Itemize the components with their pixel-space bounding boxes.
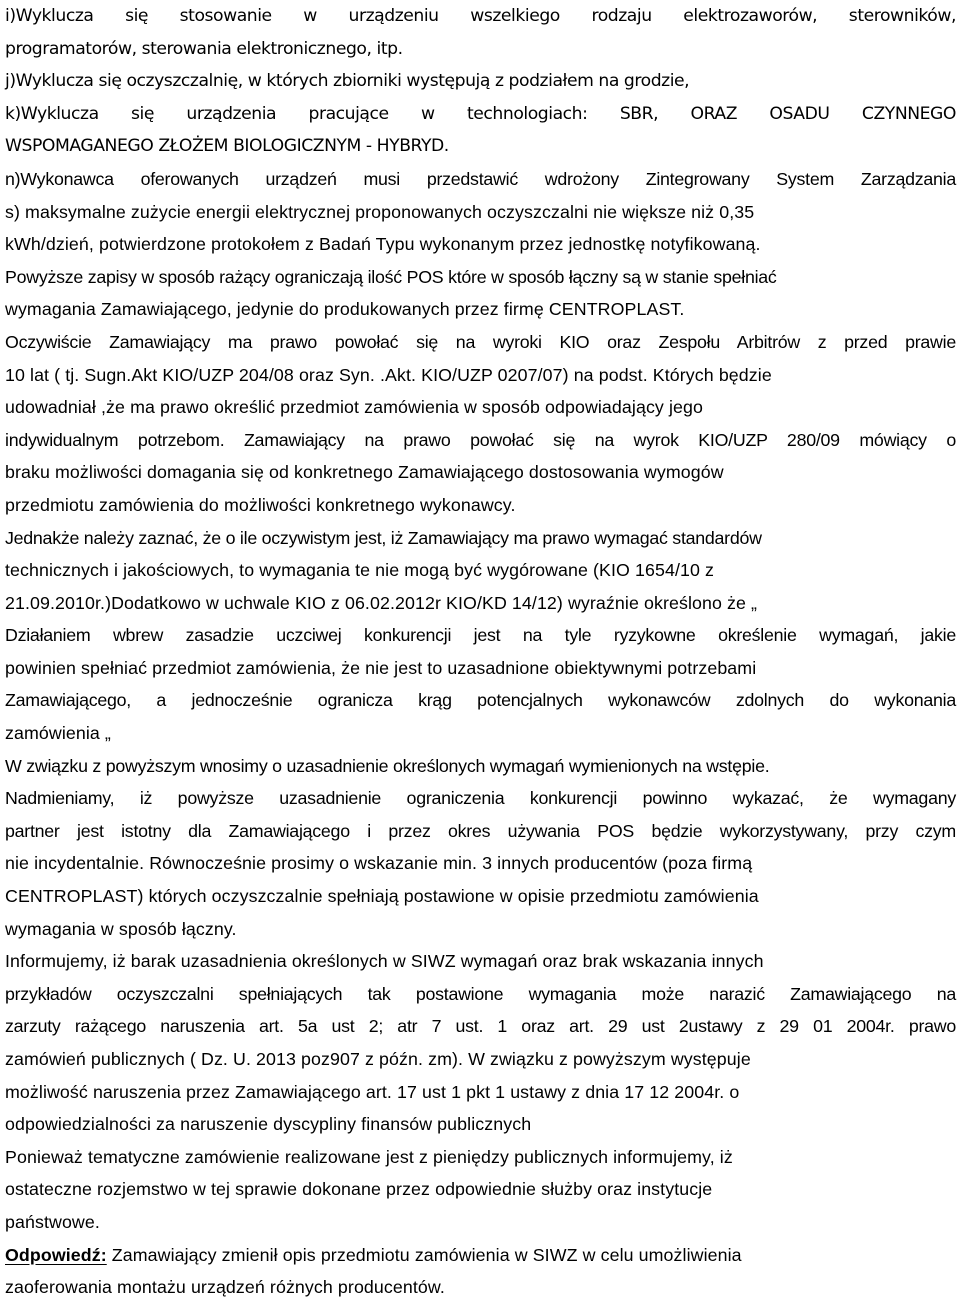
text-line: ostateczne rozjemstwo w tej sprawie dokonane przez odpowiednie służby oraz instytucje: [5, 1179, 713, 1200]
text-line: Działaniem wbrew zasadzie uczciwej konkurencji jest na tyle ryzykowne określenie wymagań, jakie: [5, 625, 956, 646]
text-line: braku możliwości domagania się od konkretnego Zamawiającego dostosowania wymogów: [5, 462, 724, 483]
text-line: przykładów oczyszczalni spełniających tak postawione wymagania może narazić Zamawiającego na: [5, 983, 956, 1004]
text-line: zarzuty rażącego naruszenia art. 5a ust 2; atr 7 ust. 1 oraz art. 29 ust 2ustawy z 29 01 2004r. prawo: [5, 1016, 956, 1037]
text-line: 10 lat ( tj. Sugn.Akt KIO/UZP 204/08 oraz Syn. .Akt. KIO/UZP 0207/07) na podst. Których będzie: [5, 364, 772, 385]
text-line: Ponieważ tematyczne zamówienie realizowane jest z pieniędzy publicznych informujemy, iż: [5, 1146, 733, 1167]
text-line: k)Wyklucza się urządzenia pracujące w technologiach: SBR, ORAZ OSADU CZYNNEGO: [5, 103, 956, 124]
text-line: technicznych i jakościowych, to wymagania te nie mogą być wygórowane (KIO 1654/10 z: [5, 560, 715, 581]
document-body: [5, 0, 956, 1239]
text-line: programatorów, sterowania elektronicznego, itp.: [5, 38, 403, 59]
text-line: udowadniał ,że ma prawo określić przedmiot zamówienia w sposób odpowiadający jego: [5, 397, 703, 418]
text-line: zamówienia „: [5, 723, 111, 744]
text-line: i)Wyklucza się stosowanie w urządzeniu wszelkiego rodzaju elektrozaworów, sterowników,: [5, 6, 956, 26]
text-line: powinien spełniać przedmiot zamówienia, że nie jest to uzasadnione obiektywnymi potrzebami: [5, 657, 757, 678]
text-line: W związku z powyższym wnosimy o uzasadnienie określonych wymagań wymienionych na wstępie.: [5, 755, 770, 776]
text-line: j)Wyklucza się oczyszczalnię, w których zbiorniki występują z podziałem na grodzie,: [5, 71, 690, 92]
text-line: przedmiotu zamówienia do możliwości konkretnego wykonawcy.: [5, 494, 516, 515]
answer-text: Zamawiający zmienił opis przedmiotu zamówienia w SIWZ w celu umożliwienia: [106, 1244, 742, 1265]
text-line: wymagania Zamawiającego, jedynie do produkowanych przez firmę CENTROPLAST.: [5, 299, 685, 320]
text-line: Nadmieniamy, iż powyższe uzasadnienie ograniczenia konkurencji powinno wykazać, że wymagany: [5, 788, 956, 809]
text-line: s) maksymalne zużycie energii elektrycznej proponowanych oczyszczalni nie większe niż 0,35: [5, 201, 755, 222]
text-line: CENTROPLAST) których oczyszczalnie spełniają postawione w opisie przedmiotu zamówienia: [5, 886, 759, 907]
text-line: możliwość naruszenia przez Zamawiającego art. 17 ust 1 pkt 1 ustawy z dnia 17 12 2004r. o: [5, 1081, 740, 1102]
text-line: zamówień publicznych ( Dz. U. 2013 poz907 z późn. zm). W związku z powyższym występuje: [5, 1049, 751, 1069]
answer-label: Odpowiedź:: [5, 1244, 107, 1265]
text-line: kWh/dzień, potwierdzone protokołem z Badań Typu wykonanym przez jednostkę notyfikowaną.: [5, 234, 761, 255]
text-line: wymagania w sposób łączny.: [5, 918, 237, 939]
text-line: Powyższe zapisy w sposób rażący ograniczają ilość POS które w sposób łączny są w stanie spełniać: [5, 266, 777, 287]
answer-line: [5, 1239, 956, 1272]
text-line: WSPOMAGANEGO ZŁOŻEM BIOLOGICZNYM - HYBRYD.: [5, 136, 449, 157]
text-line: Oczywiście Zamawiający ma prawo powołać się na wyroki KIO oraz Zespołu Arbitrów z przed prawie: [5, 331, 956, 352]
text-line: państwowe.: [5, 1211, 100, 1232]
text-line: nie incydentalnie. Równocześnie prosimy o wskazanie min. 3 innych producentów (poza firmą: [5, 853, 753, 874]
text-line: Zamawiającego, a jednocześnie ogranicza krąg potencjalnych wykonawców zdolnych do wykonania: [5, 690, 956, 711]
text-line: indywidualnym potrzebom. Zamawiający na prawo powołać się na wyrok KIO/UZP 280/09 mówiący o: [5, 429, 956, 450]
text-line: Informujemy, iż barak uzasadnienia określonych w SIWZ wymagań oraz brak wskazania innych: [5, 951, 764, 972]
text-line: odpowiedzialności za naruszenie dyscypliny finansów publicznych: [5, 1114, 532, 1135]
text-line: partner jest istotny dla Zamawiającego i przez okres używania POS będzie wykorzystywany, przy czym: [5, 820, 956, 841]
answer-continuation: zaoferowania montażu urządzeń różnych producentów.: [5, 1277, 445, 1298]
text-line: n)Wykonawca oferowanych urządzeń musi przedstawić wdrożony Zintegrowany System Zarządzania: [5, 168, 956, 189]
text-line: Jednakże należy zaznać, że o ile oczywistym jest, iż Zamawiający ma prawo wymagać standardów: [5, 527, 762, 548]
text-line: 21.09.2010r.)Dodatkowo w uchwale KIO z 06.02.2012r KIO/KD 14/12) wyraźnie określono że „: [5, 592, 758, 613]
